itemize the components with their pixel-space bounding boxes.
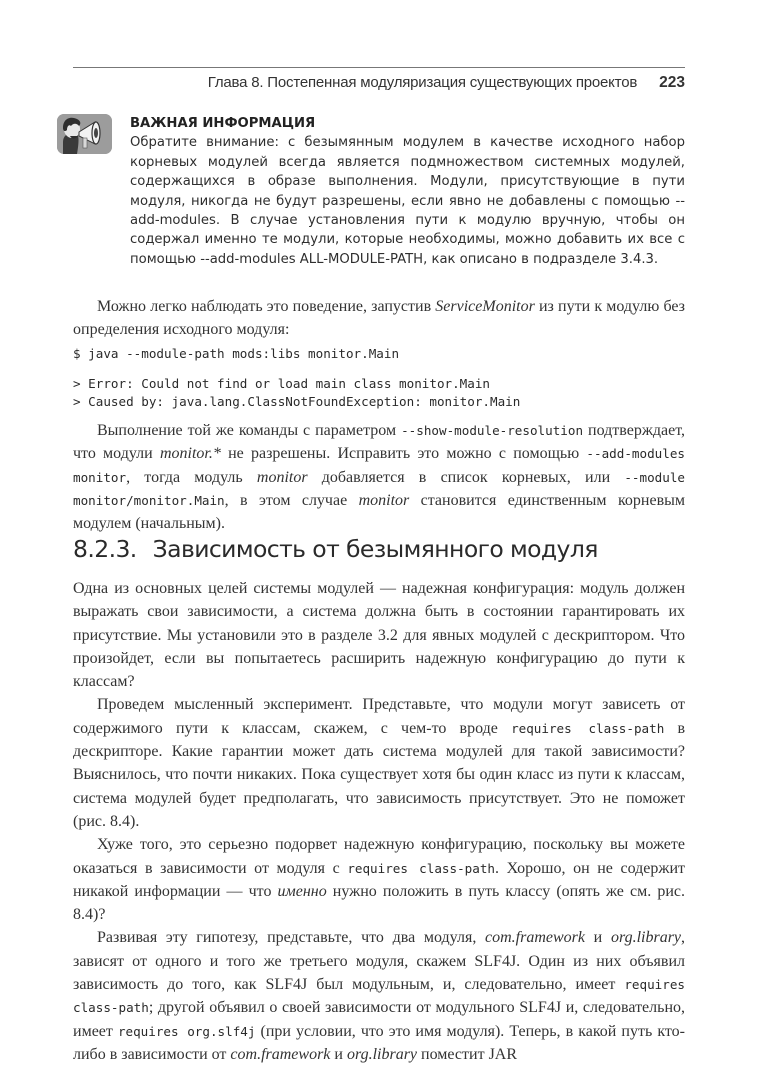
note-title: ВАЖНАЯ ИНФОРМАЦИЯ	[130, 116, 316, 131]
important-note	[73, 114, 685, 269]
megaphone-person-icon	[57, 114, 112, 154]
page-number: 223	[659, 74, 685, 91]
header-rule	[73, 67, 685, 68]
paragraph-4: Проведем мысленный эксперимент. Представьте, что модули могут зависеть от содержимого пути к классам, скажем, с чем-то вроде requires class-path в дескрипторе. Какие гарантии может дать система модулей для такой зависимости? Выяснилось, что почти никаких. Пока существует хотя бы один класс из пути к классам, система модулей будет предполагать, что зависимость присутствует. Это не поможет (рис. 8.4).	[73, 696, 685, 830]
note-text: Обратите внимание: с безымянным модулем в качестве исходного набор корневых модулей всегда является подмножеством системных модулей, содержащихся в образе выполнения. Модули, присутствующие в пути модуля, никогда не будут разрешены, если явно не добавлены с помощью --add-modules. В случае установления пути к модулю вручную, чтобы он содержал именно те модули, которые необходимы, можно добавить их все с помощью --add-modules ALL-MODULE-PATH, как описано в подразделе 3.4.3.	[130, 135, 685, 267]
section-heading: 8.2.3. Зависимость от безымянного модуля	[73, 535, 598, 563]
paragraph-3: Одна из основных целей системы модулей — надежная конфигурация: модуль должен выражать свои зависимости, а система должна быть в состоянии гарантировать их присутствие. Мы установили это в разделе 3.2 для явных модулей с дескриптором. Что произойдет, если вы попытаетесь расширить надежную конфигурацию до пути к классам?	[73, 580, 685, 691]
chapter-title: Глава 8. Постепенная модуляризация существующих проектов	[207, 74, 638, 91]
paragraph-6: Развивая эту гипотезу, представьте, что два модуля, com.framework и org.library, зависят от одного и того же третьего модуля, скажем SLF4J. Один из них объявил зависимость до того, как SLF4J был модульным, и, следовательно, имеет requires class-path; другой объявил о своей зависимости от модульного SLF4J и, следовательно, имеет requires org.slf4j (при условии, что это имя модуля). Теперь, в какой путь кто-либо в зависимости от com.framework и org.library поместит JAR	[73, 929, 686, 1063]
code-command: $ java --module-path mods:libs monitor.Main	[73, 346, 400, 361]
running-header	[73, 74, 685, 94]
paragraph-2: Выполнение той же команды с параметром --show-module-resolution подтверждает, что модули monitor.* не разрешены. Исправить это можно с помощью --add-modules monitor, тогда модуль monitor добавляется в список корневых, или --module monitor/monitor.Main, в этом случае monitor становится единственным корневым модулем (начальным).	[73, 422, 686, 533]
paragraph-1: Можно легко наблюдать это поведение, запустив ServiceMonitor из пути к модулю без определения исходного модуля:	[73, 298, 685, 339]
code-output-2: > Caused by: java.lang.ClassNotFoundException: monitor.Main	[73, 394, 521, 409]
paragraph-5: Хуже того, это серьезно подорвет надежную конфигурацию, поскольку вы можете оказаться в зависимости от модуля с requires class-path. Хорошо, он не содержит никакой информации — что именно нужно положить в путь классу (опять же см. рис. 8.4)?	[73, 836, 686, 924]
code-output-1: > Error: Could not find or load main class monitor.Main	[73, 376, 491, 391]
